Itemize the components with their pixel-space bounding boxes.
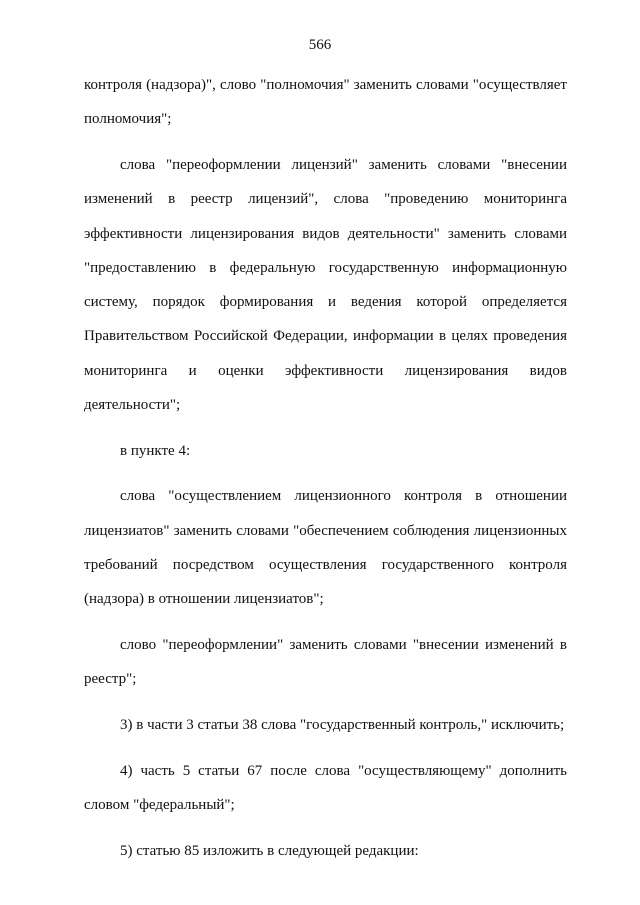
paragraph: 4) часть 5 статьи 67 после слова "осуществляющему" дополнить словом "федеральный"; <box>84 762 567 813</box>
document-body <box>84 68 567 879</box>
paragraph: 5) статью 85 изложить в следующей редакции: <box>120 842 419 859</box>
paragraph: слова "осуществлением лицензионного контроля в отношении лицензиатов" заменить словами "обеспечением соблюдения лицензионных требований посредством осуществления государственного контроля (надзора) в отношении лицензиатов"; <box>84 488 567 608</box>
paragraph: слова "переоформлении лицензий" заменить словами "внесении изменений в реестр лицензий", слова "проведению мониторинга эффективности лицензирования видов деятельности" заменить словами "предоставлению в федеральную государственную информационную систему, порядок формирования и ведения которой определяется Правительством Российской Федерации, информации в целях проведения мониторинга и оценки эффективности лицензирования видов деятельности"; <box>84 156 567 414</box>
paragraph: 3) в части 3 статьи 38 слова "государственный контроль," исключить; <box>120 717 565 733</box>
paragraph: слово "переоформлении" заменить словами "внесении изменений в реестр"; <box>84 637 567 688</box>
paragraph: в пункте 4: <box>120 442 191 459</box>
paragraph: контроля (надзора)", слово "полномочия" заменить словами "осуществляет полномочия"; <box>84 77 567 128</box>
page-number: 566 <box>308 37 332 53</box>
